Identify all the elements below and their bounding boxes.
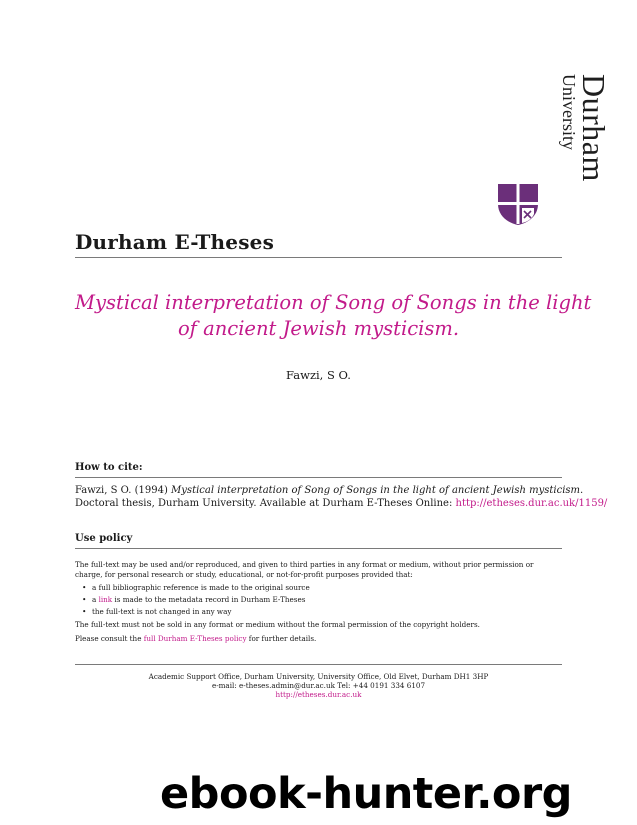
header-rule [75, 257, 562, 258]
policy-condition-link [92, 595, 562, 605]
policy-condition-reference-text: a full bibliographic reference is made to the original source [92, 583, 310, 592]
full-policy-link[interactable]: full Durham E-Theses policy [143, 634, 247, 643]
policy-intro-line-1: The full-text may be used and/or reproduced, and given to third parties in any format or medium, without prior permission or [75, 560, 534, 569]
watermark-text: ebook-hunter.org [160, 769, 572, 819]
shield-icon [496, 182, 540, 226]
use-policy-heading: Use policy [75, 533, 133, 544]
footer-rule [75, 664, 562, 665]
policy-condition-unchanged [92, 607, 562, 617]
logo-word-university: University [559, 74, 579, 150]
policy-condition-reference [92, 583, 562, 593]
policy-conditions-list [75, 583, 562, 617]
author-name: Fawzi, S O. [286, 368, 351, 382]
footer [75, 672, 562, 699]
footer-url-link[interactable]: http://etheses.dur.ac.uk [275, 690, 362, 699]
policy-condition-link-post: is made to the metadata record in Durham E-Theses [112, 595, 306, 604]
use-policy-text [75, 560, 562, 644]
durham-university-logo [494, 72, 612, 227]
policy-condition-link-pre: a [92, 595, 99, 604]
cite-rule [75, 477, 562, 478]
footer-contact: e-mail: e-theses.admin@dur.ac.uk Tel: +44 0191 334 6107 [211, 681, 426, 690]
policy-consult [75, 634, 562, 644]
citation-url-link[interactable]: http://etheses.dur.ac.uk/1159/ [455, 498, 608, 509]
how-to-cite-heading: How to cite: [75, 462, 143, 473]
site-title: Durham E-Theses [75, 230, 275, 254]
policy-rule [75, 548, 562, 549]
logo-wordmark [560, 74, 610, 182]
thesis-title-line-1: Mystical interpretation of Song of Songs in the light [75, 291, 592, 314]
citation-title: Mystical interpretation of Song of Songs in the light of ancient Jewish mysticism. [171, 485, 584, 496]
citation-line-2: Doctoral thesis, Durham University. Available at Durham E-Theses Online: [75, 498, 456, 509]
policy-intro [75, 560, 562, 580]
thesis-title [75, 290, 592, 342]
policy-consult-pre: Please consult the [75, 634, 144, 643]
citation-prefix: Fawzi, S O. (1994) [75, 485, 172, 496]
footer-address: Academic Support Office, Durham University, University Office, Old Elvet, Durham DH1 3HP [148, 672, 489, 681]
policy-condition-unchanged-text: the full-text is not changed in any way [92, 607, 232, 616]
policy-consult-post: for further details. [246, 634, 317, 643]
policy-notice: The full-text must not be sold in any format or medium without the formal permission of the copyright holders. [75, 620, 480, 629]
policy-intro-line-2: charge, for personal research or study, educational, or not-for-profit purposes provided that: [75, 570, 413, 579]
thesis-title-line-2: of ancient Jewish mysticism. [177, 317, 460, 340]
logo-word-durham: Durham [576, 74, 612, 182]
metadata-link[interactable]: link [98, 595, 113, 604]
citation [75, 484, 608, 510]
